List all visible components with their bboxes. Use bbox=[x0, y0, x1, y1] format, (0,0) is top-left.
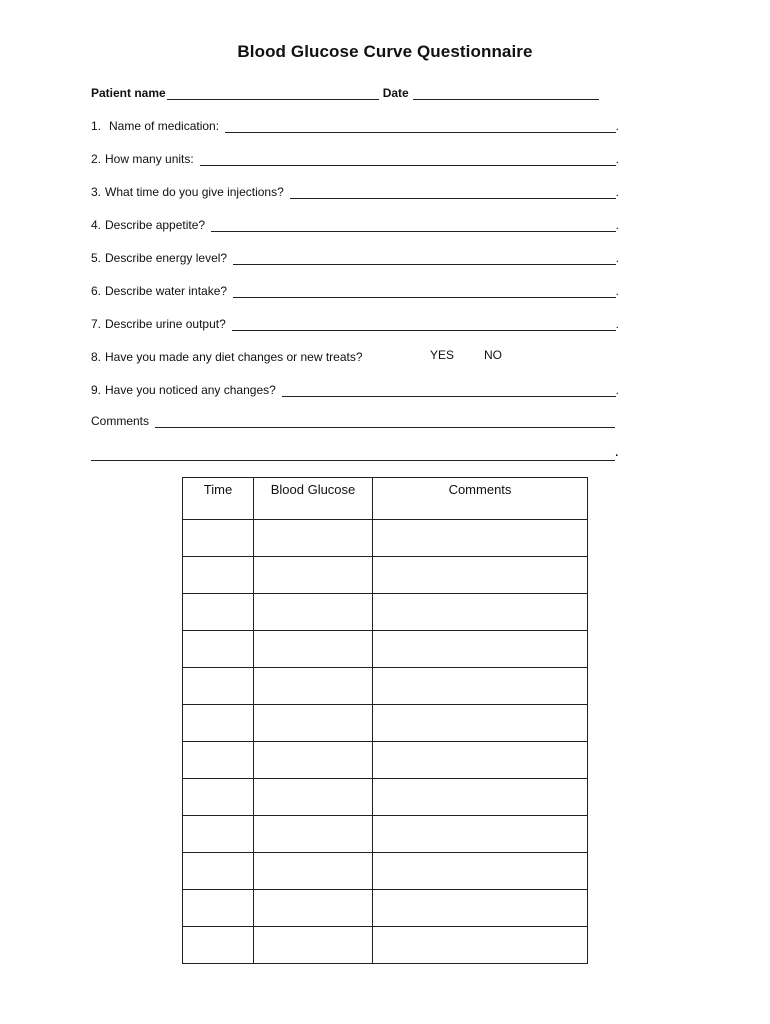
comments-cell[interactable] bbox=[373, 742, 588, 779]
answer-field-units[interactable] bbox=[200, 153, 616, 166]
question-number: 5. bbox=[91, 251, 102, 265]
time-cell[interactable] bbox=[183, 520, 254, 557]
time-cell[interactable] bbox=[183, 668, 254, 705]
table-row bbox=[183, 594, 588, 631]
table-row bbox=[183, 853, 588, 890]
line-end-period: . bbox=[615, 251, 619, 265]
answer-field-water-intake[interactable] bbox=[233, 285, 616, 298]
question-text: Have you made any diet changes or new treats? bbox=[105, 350, 363, 364]
table-row bbox=[183, 520, 588, 557]
table-row bbox=[183, 631, 588, 668]
blood-glucose-cell[interactable] bbox=[254, 557, 373, 594]
question-text: Describe urine output? bbox=[105, 317, 226, 331]
comments-cell[interactable] bbox=[373, 853, 588, 890]
yes-option[interactable]: YES bbox=[430, 348, 455, 362]
answer-field-urine-output[interactable] bbox=[232, 318, 616, 331]
patient-name-field[interactable] bbox=[167, 87, 379, 100]
question-number: 2. bbox=[91, 152, 102, 166]
comments-cell[interactable] bbox=[373, 705, 588, 742]
time-cell[interactable] bbox=[183, 816, 254, 853]
table-header-row bbox=[183, 478, 588, 520]
question-number: 8. bbox=[91, 350, 102, 364]
table-row bbox=[183, 779, 588, 816]
answer-field-changes[interactable] bbox=[282, 384, 616, 397]
table-row bbox=[183, 557, 588, 594]
time-cell[interactable] bbox=[183, 594, 254, 631]
question-number: 6. bbox=[91, 284, 102, 298]
column-header-time: Time bbox=[183, 478, 254, 520]
question-1 bbox=[91, 117, 619, 133]
line-end-period: . bbox=[615, 383, 619, 397]
time-cell[interactable] bbox=[183, 927, 254, 964]
comments-cell[interactable] bbox=[373, 779, 588, 816]
page-title: Blood Glucose Curve Questionnaire bbox=[237, 42, 533, 61]
question-text: Have you noticed any changes? bbox=[105, 383, 276, 397]
question-6 bbox=[91, 282, 619, 298]
question-4 bbox=[91, 216, 619, 232]
answer-field-appetite[interactable] bbox=[211, 219, 616, 232]
question-text: Describe water intake? bbox=[105, 284, 228, 298]
question-5 bbox=[91, 249, 619, 265]
question-8 bbox=[91, 348, 391, 364]
time-cell[interactable] bbox=[183, 705, 254, 742]
table-body bbox=[183, 520, 588, 964]
comments-label: Comments bbox=[91, 414, 150, 428]
time-cell[interactable] bbox=[183, 631, 254, 668]
table-row bbox=[183, 890, 588, 927]
table-row bbox=[183, 668, 588, 705]
table-row bbox=[183, 742, 588, 779]
date-label: Date bbox=[382, 86, 409, 100]
date-field[interactable] bbox=[413, 87, 599, 100]
answer-field-injection-time[interactable] bbox=[290, 186, 616, 199]
table-row bbox=[183, 705, 588, 742]
blood-glucose-cell[interactable] bbox=[254, 631, 373, 668]
patient-date-line bbox=[91, 84, 621, 100]
answer-field-medication[interactable] bbox=[225, 120, 616, 133]
question-7 bbox=[91, 315, 619, 331]
column-header-blood-glucose: Blood Glucose bbox=[254, 478, 373, 520]
comments-field[interactable] bbox=[155, 415, 615, 428]
comments-line bbox=[91, 412, 615, 428]
blood-glucose-cell[interactable] bbox=[254, 816, 373, 853]
line-end-period: . bbox=[615, 218, 619, 232]
question-text: What time do you give injections? bbox=[105, 185, 284, 199]
comments-cell[interactable] bbox=[373, 927, 588, 964]
comments-line-2 bbox=[91, 445, 619, 461]
question-9 bbox=[91, 381, 619, 397]
comments-cell[interactable] bbox=[373, 557, 588, 594]
blood-glucose-cell[interactable] bbox=[254, 853, 373, 890]
blood-glucose-cell[interactable] bbox=[254, 594, 373, 631]
question-text: Describe appetite? bbox=[105, 218, 206, 232]
comments-field-continued[interactable] bbox=[91, 448, 615, 461]
question-text: Name of medication: bbox=[109, 119, 220, 133]
question-number: 9. bbox=[91, 383, 102, 397]
time-cell[interactable] bbox=[183, 779, 254, 816]
answer-field-energy[interactable] bbox=[233, 252, 616, 265]
question-number: 4. bbox=[91, 218, 102, 232]
time-cell[interactable] bbox=[183, 890, 254, 927]
line-end-period: . bbox=[615, 119, 619, 133]
column-header-comments: Comments bbox=[373, 478, 588, 520]
time-cell[interactable] bbox=[183, 557, 254, 594]
blood-glucose-cell[interactable] bbox=[254, 520, 373, 557]
no-option[interactable]: NO bbox=[484, 348, 502, 362]
question-number: 1. bbox=[91, 119, 102, 133]
time-cell[interactable] bbox=[183, 853, 254, 890]
blood-glucose-cell[interactable] bbox=[254, 890, 373, 927]
comments-cell[interactable] bbox=[373, 816, 588, 853]
blood-glucose-cell[interactable] bbox=[254, 779, 373, 816]
question-2 bbox=[91, 150, 619, 166]
line-end-period: . bbox=[615, 317, 619, 331]
comments-cell[interactable] bbox=[373, 520, 588, 557]
line-end-period: . bbox=[614, 443, 619, 460]
comments-cell[interactable] bbox=[373, 631, 588, 668]
question-number: 7. bbox=[91, 317, 102, 331]
question-3 bbox=[91, 183, 619, 199]
blood-glucose-cell[interactable] bbox=[254, 742, 373, 779]
question-number: 3. bbox=[91, 185, 102, 199]
line-end-period: . bbox=[615, 185, 619, 199]
glucose-log-table bbox=[182, 477, 588, 964]
blood-glucose-cell[interactable] bbox=[254, 927, 373, 964]
time-cell[interactable] bbox=[183, 742, 254, 779]
line-end-period: . bbox=[615, 284, 619, 298]
comments-cell[interactable] bbox=[373, 668, 588, 705]
question-text: Describe energy level? bbox=[105, 251, 228, 265]
blood-glucose-cell[interactable] bbox=[254, 705, 373, 742]
comments-cell[interactable] bbox=[373, 890, 588, 927]
question-text: How many units: bbox=[105, 152, 194, 166]
line-end-period: . bbox=[615, 152, 619, 166]
blood-glucose-cell[interactable] bbox=[254, 668, 373, 705]
comments-cell[interactable] bbox=[373, 594, 588, 631]
table-row bbox=[183, 816, 588, 853]
table-row bbox=[183, 927, 588, 964]
patient-name-label: Patient name bbox=[91, 86, 166, 100]
